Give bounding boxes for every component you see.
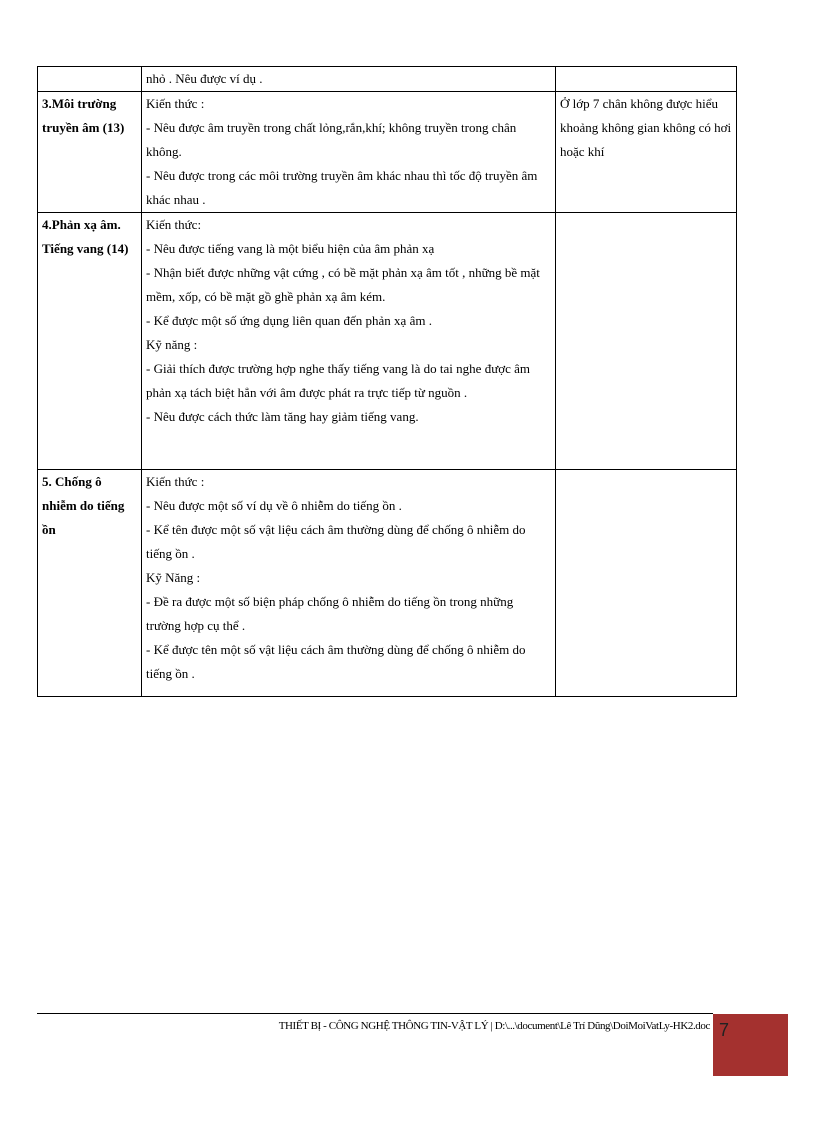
content-line: - Kể tên được một số vật liệu cách âm thường dùng để chống ô nhiễm do tiếng ồn . bbox=[146, 522, 526, 561]
content-line: - Nêu được một số ví dụ về ô nhiễm do tiếng ồn . bbox=[146, 498, 402, 513]
table-row bbox=[38, 213, 737, 470]
content-line: nhỏ . Nêu được ví dụ . bbox=[146, 71, 263, 86]
content-line: - Nêu được cách thức làm tăng hay giảm tiếng vang. bbox=[146, 409, 419, 424]
content-line: Kỹ năng : bbox=[146, 337, 198, 352]
table-row bbox=[38, 67, 737, 92]
content-line: - Kể được một số ứng dụng liên quan đến phản xạ âm . bbox=[146, 313, 432, 328]
content-line: - Nêu được âm truyền trong chất lỏng,rắn,khí; không truyền trong chân không. bbox=[146, 120, 517, 159]
topic-cell: 5. Chống ô nhiễm do tiếng ồn bbox=[38, 470, 142, 697]
content-line: - Nêu được trong các môi trường truyền âm khác nhau thì tốc độ truyền âm khác nhau . bbox=[146, 168, 538, 207]
note-cell: Ở lớp 7 chân không được hiểu khoảng không gian không có hơi hoặc khí bbox=[556, 92, 737, 213]
table-row bbox=[38, 470, 737, 697]
content-line: Kỹ Năng : bbox=[146, 570, 201, 585]
note-cell bbox=[556, 213, 737, 470]
footer-divider bbox=[37, 1013, 713, 1014]
content-line: Kiến thức: bbox=[146, 217, 202, 232]
note-cell bbox=[556, 470, 737, 697]
content-cell bbox=[142, 470, 556, 697]
curriculum-table bbox=[37, 66, 737, 697]
note-cell bbox=[556, 67, 737, 92]
topic-cell bbox=[38, 67, 142, 92]
content-line: Kiến thức : bbox=[146, 474, 205, 489]
topic-cell: 4.Phản xạ âm. Tiếng vang (14) bbox=[38, 213, 142, 470]
content-line: - Nhận biết được những vật cứng , có bề mặt phản xạ âm tốt , những bề mặt mềm, xốp, có bề mặt gồ ghề phản xạ âm kém. bbox=[146, 265, 540, 304]
content-line: - Nêu được tiếng vang là một biểu hiện của âm phản xạ bbox=[146, 241, 435, 256]
content-cell bbox=[142, 92, 556, 213]
content-line: - Đề ra được một số biện pháp chống ô nhiễm do tiếng ồn trong những trường hợp cụ thể . bbox=[146, 594, 514, 633]
page-number-box bbox=[713, 1014, 788, 1076]
content-line: Kiến thức : bbox=[146, 96, 205, 111]
topic-cell: 3.Môi trường truyền âm (13) bbox=[38, 92, 142, 213]
content-cell bbox=[142, 213, 556, 470]
content-line: - Kể được tên một số vật liệu cách âm thường dùng để chống ô nhiễm do tiếng ồn . bbox=[146, 642, 526, 681]
table-row bbox=[38, 92, 737, 213]
content-line: - Giải thích được trường hợp nghe thấy tiếng vang là do tai nghe được âm phản xạ tách biệt hẳn với âm được phát ra trực tiếp từ nguồn . bbox=[146, 361, 531, 400]
page-number: 7 bbox=[719, 1020, 730, 1040]
content-cell bbox=[142, 67, 556, 92]
footer-text: THIẾT BỊ - CÔNG NGHỆ THÔNG TIN-VẬT LÝ | D:\...\document\Lê Trí Dũng\DoiMoiVatLy-HK2.doc bbox=[278, 1020, 710, 1032]
